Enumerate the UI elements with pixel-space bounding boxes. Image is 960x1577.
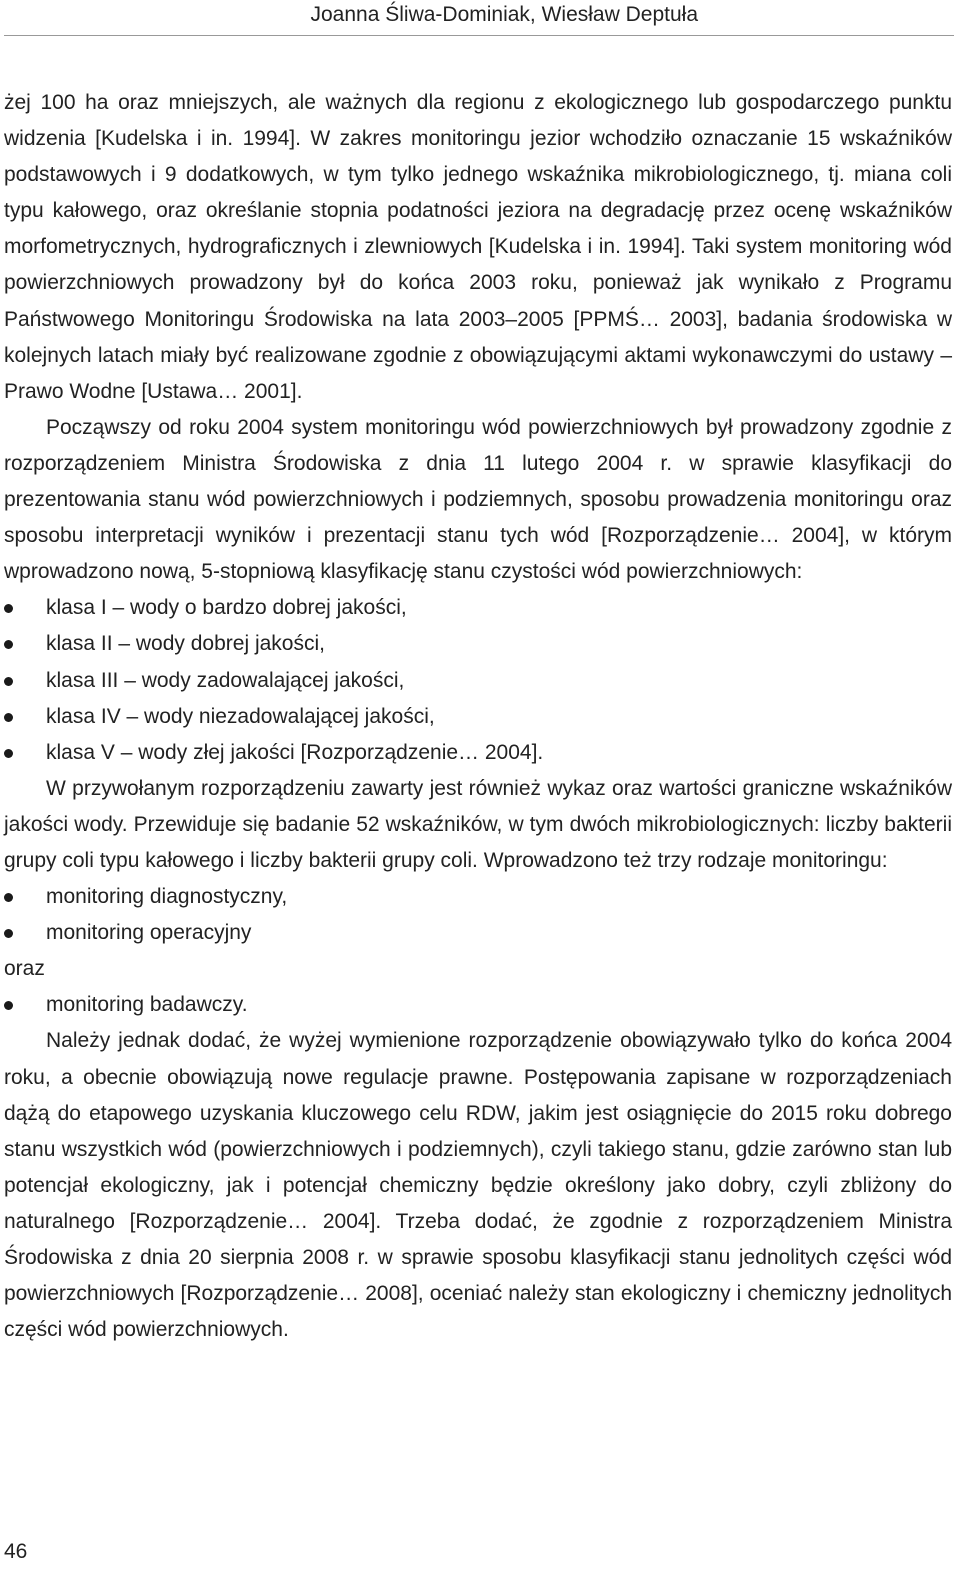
water-class-list (4, 590, 952, 770)
list-item-text: klasa IV – wody niezadowalającej jakości, (46, 704, 435, 728)
list-item (4, 663, 952, 699)
list-item (4, 879, 952, 915)
monitoring-type-list (4, 879, 952, 951)
bullet-icon (4, 749, 13, 758)
page-body (4, 85, 952, 1348)
list-item-text: klasa II – wody dobrej jakości, (46, 632, 325, 656)
bullet-icon (4, 640, 13, 649)
list-item-text: klasa I – wody o bardzo dobrej jakości, (46, 596, 407, 620)
list-item (4, 735, 952, 771)
list-item-text: monitoring badawczy. (46, 993, 248, 1017)
conjunction-line: oraz (4, 957, 45, 981)
paragraph-1: żej 100 ha oraz mniejszych, ale ważnych dla regionu z ekologicznego lub gospodarczego punktu widzenia [Kudelska i in. 1994]. W zakres monitoringu jezior wchodziło oznaczanie 15 wskaźników podstawowych i 9 dodatkowych, w tym tylko jednego wskaźnika mikrobiologicznego, tj. miana coli typu kałowego, oraz określanie stopnia podatności jeziora na degradację przez ocenę wskaźników morfometrycznych, hydrograficznych i zlewniowych [Kudelska i in. 1994]. Taki system monitoring wód powierzchniowych prowadzony był do końca 2003 roku, ponieważ jak wynikało z Programu Państwowego Monitoringu Środowiska na lata 2003–2005 [PPMŚ… 2003], badania środowiska w kolejnych latach miały być realizowane zgodnie z obowiązującymi aktami wykonawczymi do ustawy – Prawo Wodne [Ustawa… 2001]. (4, 91, 952, 403)
bullet-icon (4, 713, 13, 722)
paragraph-2: Począwszy od roku 2004 system monitoringu wód powierzchniowych był prowadzony zgodnie z rozporządzeniem Ministra Środowiska z dnia 11 lutego 2004 r. w sprawie klasyfikacji do prezentowania stanu wód powierzchniowych i podziemnych, sposobu prowadzenia monitoringu oraz sposobu interpretacji wyników i prezentacji stanu tych wód [Rozporządzenie… 2004], w którym wprowadzono nową, 5-stopniową klasyfikację stanu czystości wód powierzchniowych: (4, 415, 952, 584)
list-item (4, 915, 952, 951)
list-item (4, 626, 952, 662)
list-item-text: klasa V – wody złej jakości [Rozporządzenie… 2004]. (46, 740, 544, 764)
list-item (4, 590, 952, 626)
header-divider (4, 35, 954, 36)
bullet-icon (4, 604, 13, 613)
monitoring-type-list-last (4, 987, 952, 1023)
list-item (4, 987, 952, 1023)
page-number: 46 (4, 1540, 28, 1563)
paragraph-4: Należy jednak dodać, że wyżej wymienione rozporządzenie obowiązywało tylko do końca 2004 roku, a obecnie obowiązują nowe regulacje prawne. Postępowania zapisane w rozporządzeniach dążą do etapowego uzyskania kluczowego celu RDW, jakim jest osiągnięcie do 2015 roku dobrego stanu wszystkich wód (powierzchniowych i podziemnych), czyli takiego stanu, gdzie zarówno stan lub potencjał ekologiczny, jak i potencjał chemiczny będzie określony jako dobry, czyli zbliżony do naturalnego [Rozporządzenie… 2004]. Trzeba dodać, że zgodnie z rozporządzeniem Ministra Środowiska z dnia 20 sierpnia 2008 r. w sprawie sposobu klasyfikacji stanu jednolitych części wód powierzchniowych [Rozporządzenie… 2008], oceniać należy stan ekologiczny i chemiczny jednolitych części wód powierzchniowych. (4, 1029, 952, 1342)
bullet-icon (4, 929, 13, 938)
list-item-text: klasa III – wody zadowalającej jakości, (46, 668, 405, 692)
bullet-icon (4, 893, 13, 902)
list-item-text: monitoring operacyjny (46, 921, 252, 945)
bullet-icon (4, 677, 13, 686)
list-item-text: monitoring diagnostyczny, (46, 885, 288, 909)
bullet-icon (4, 1001, 13, 1010)
paragraph-3: W przywołanym rozporządzeniu zawarty jest również wykaz oraz wartości graniczne wskaźników jakości wody. Przewiduje się badanie 52 wskaźników, w tym dwóch mikrobiologicznych: liczby bakterii grupy coli typu kałowego i liczby bakterii grupy coli. Wprowadzono też trzy rodzaje monitoringu: (4, 776, 952, 872)
running-head: Joanna Śliwa-Dominiak, Wiesław Deptuła (310, 3, 698, 26)
list-item (4, 699, 952, 735)
